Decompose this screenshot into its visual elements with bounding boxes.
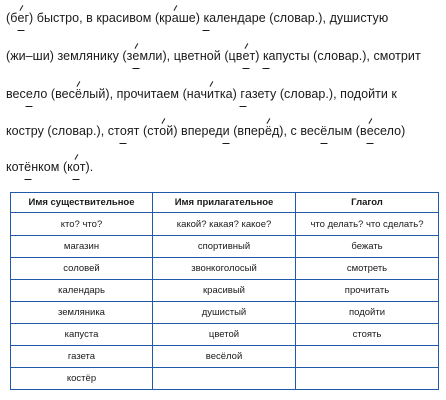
text-segment: ло (вес xyxy=(32,87,75,101)
text-line xyxy=(6,84,397,104)
marked-letter: о xyxy=(73,157,80,177)
table-cell: газета xyxy=(11,346,153,368)
marked-letter: е xyxy=(26,84,33,104)
table-cell: капуста xyxy=(11,324,153,346)
marked-letter: о xyxy=(159,121,166,141)
marked-letter: г xyxy=(240,84,245,104)
table-cell: весёлой xyxy=(153,346,296,368)
text-segment: т). xyxy=(79,160,94,174)
table-row xyxy=(11,236,439,258)
marked-letter: а xyxy=(172,8,179,28)
marked-letter: ё xyxy=(24,157,31,177)
text-segment: лый), прочитаем (нач xyxy=(81,87,208,101)
question-verb: что делать? что сделать? xyxy=(296,213,439,236)
table-row xyxy=(11,280,439,302)
marked-letter: е xyxy=(367,121,374,141)
text-segment: костру (словар.), ст xyxy=(6,124,120,138)
table-header-row xyxy=(11,193,439,213)
table-cell: душистый xyxy=(153,302,296,324)
text-segment: апусты (словар.), смотрит xyxy=(268,49,421,63)
text-segment: кот xyxy=(6,160,25,174)
table-cell: стоять xyxy=(296,324,439,346)
text-segment: (б xyxy=(6,11,18,25)
text-segment: (жи–ши) землянику (з xyxy=(6,49,133,63)
text-line xyxy=(6,121,405,141)
table-cell: бежать xyxy=(296,236,439,258)
marked-letter: е xyxy=(17,8,24,28)
text-segment: тка) xyxy=(214,87,241,101)
text-segment: лым (в xyxy=(327,124,367,138)
table-cell xyxy=(296,346,439,368)
question-adjective: какой? какая? какое? xyxy=(153,213,296,236)
table-cell: календарь xyxy=(11,280,153,302)
table-cell: магазин xyxy=(11,236,153,258)
text-segment: д), с вес xyxy=(271,124,321,138)
text-segment: ят (ст xyxy=(126,124,160,138)
table-cell: земляника xyxy=(11,302,153,324)
table-cell: подойти xyxy=(296,302,439,324)
text-segment: азету (словар.), подойти к xyxy=(245,87,397,101)
header-noun: Имя существительное xyxy=(11,193,153,213)
text-segment: село) xyxy=(373,124,406,138)
table-row xyxy=(11,258,439,280)
table-cell: прочитать xyxy=(296,280,439,302)
table-question-row xyxy=(11,213,439,236)
table-cell xyxy=(296,368,439,390)
table-cell xyxy=(153,368,296,390)
text-segment: т) xyxy=(249,49,263,63)
table-row xyxy=(11,346,439,368)
marked-letter: к xyxy=(204,8,210,28)
text-segment: г) быстро, в красивом (кр xyxy=(24,11,172,25)
marked-letter: о xyxy=(120,121,127,141)
table-cell: красивый xyxy=(153,280,296,302)
header-adjective: Имя прилагательное xyxy=(153,193,296,213)
text-line xyxy=(6,46,421,66)
marked-letter: и xyxy=(207,84,214,104)
text-segment: й) вперед xyxy=(166,124,223,138)
text-segment: (впер xyxy=(229,124,265,138)
table-row xyxy=(11,324,439,346)
text-segment: вес xyxy=(6,87,26,101)
marked-letter: ё xyxy=(265,121,272,141)
marked-letter: е xyxy=(132,46,139,66)
table-row xyxy=(11,368,439,390)
question-noun: кто? что? xyxy=(11,213,153,236)
table-row xyxy=(11,302,439,324)
marked-letter: ё xyxy=(320,121,327,141)
text-segment: нком (к xyxy=(31,160,73,174)
marked-letter: ё xyxy=(75,84,82,104)
table-cell: звонкоголосый xyxy=(153,258,296,280)
marked-letter: к xyxy=(263,46,269,66)
marked-letter: е xyxy=(242,46,249,66)
table-cell: цветой xyxy=(153,324,296,346)
table-cell: смотреть xyxy=(296,258,439,280)
text-line xyxy=(6,8,388,28)
parts-of-speech-table xyxy=(10,192,439,390)
text-line xyxy=(6,157,93,177)
table-cell: костёр xyxy=(11,368,153,390)
table-cell: соловей xyxy=(11,258,153,280)
header-verb: Глагол xyxy=(296,193,439,213)
text-segment: ше) xyxy=(178,11,204,25)
text-segment: мли), цветной (цв xyxy=(139,49,243,63)
marked-letter: и xyxy=(223,121,230,141)
table-cell: спортивный xyxy=(153,236,296,258)
text-segment: алендаре (словар.), душистую xyxy=(209,11,389,25)
